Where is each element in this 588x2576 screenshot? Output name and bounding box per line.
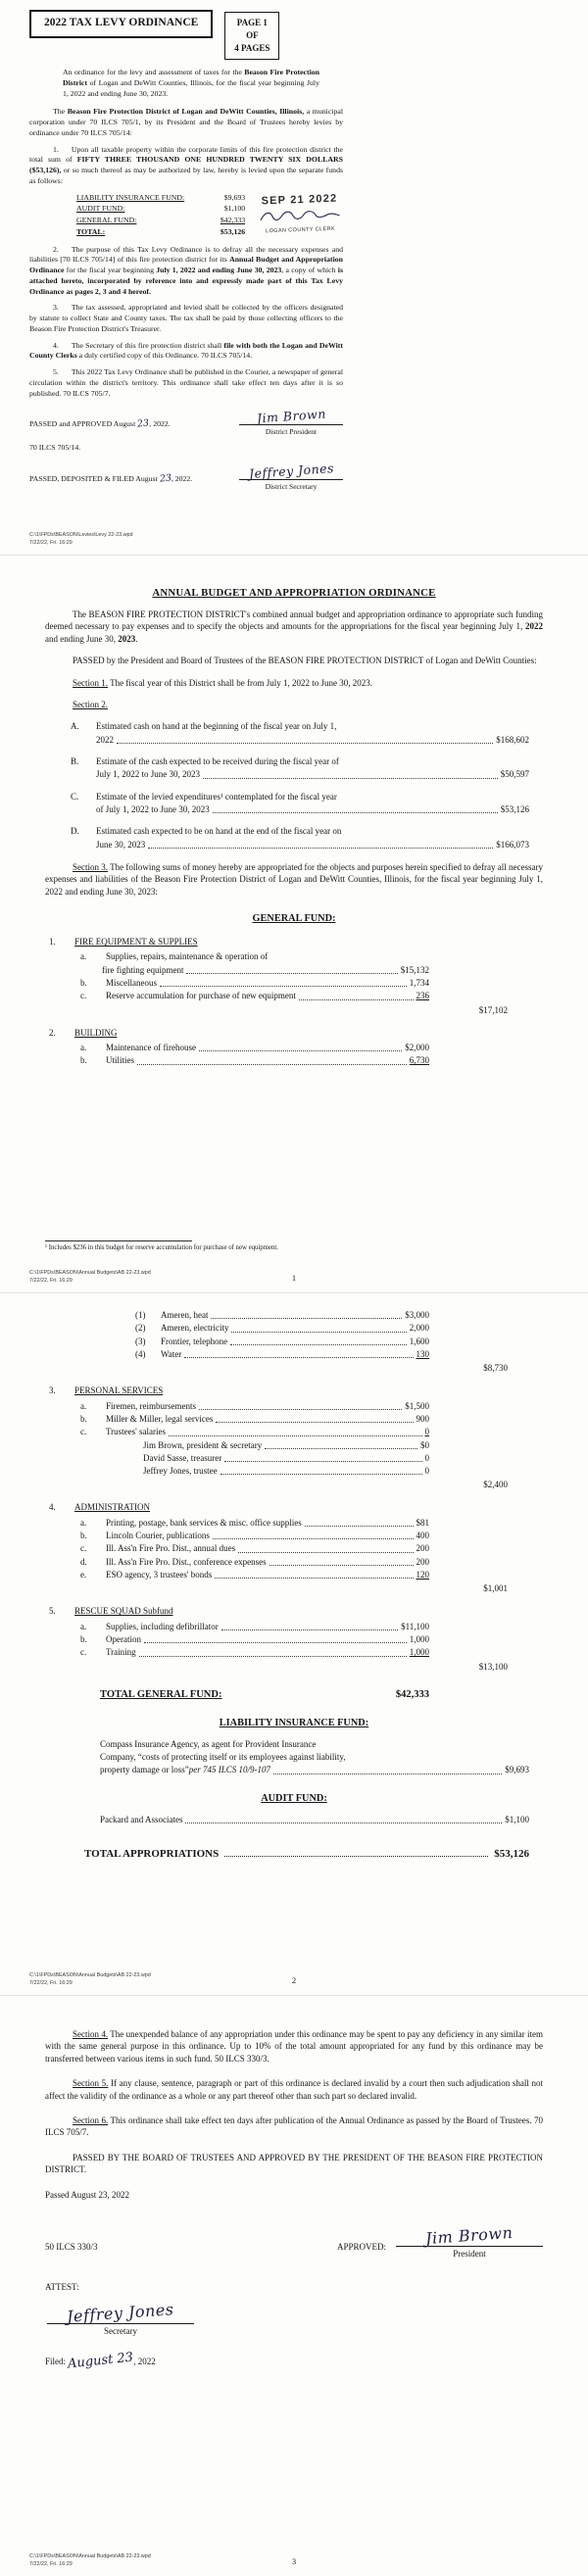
item-label: Maintenance of firehouse xyxy=(106,1043,196,1053)
text-run: , a copy of which xyxy=(281,266,338,275)
item-amount: 130 xyxy=(416,1348,429,1359)
total-amount: $53,126 xyxy=(494,1847,529,1860)
dot-leader xyxy=(224,1461,421,1462)
budget-group-fire-equipment xyxy=(45,936,543,1015)
item-label: Miscellaneous xyxy=(106,978,157,989)
budget-title-text: ANNUAL BUDGET AND APPROPRIATION ORDINANCE xyxy=(152,587,436,599)
dot-leader xyxy=(215,1578,413,1579)
item-amount: 0 xyxy=(424,1452,429,1463)
budget-group-building xyxy=(45,1027,543,1068)
text-run: This 2022 Tax Levy Ordinance shall be published in the Courier, a newspaper of general circulation within the district's territory. This ordinance shall take effect ten days after it is so published. 70 ILCS 705/7. xyxy=(29,367,343,398)
dot-leader xyxy=(160,986,407,987)
section-2-label xyxy=(45,699,543,710)
fund-amount: $42,333 xyxy=(220,216,246,225)
item-label: Printing, postage, bank services & misc. office supplies xyxy=(106,1517,302,1528)
total-label: TOTAL GENERAL FUND: xyxy=(100,1688,222,1700)
print-timestamp: 7/22/22, Fri. 16:29 xyxy=(29,1277,73,1284)
group-number: 4. xyxy=(49,1502,56,1513)
ordinance-item-4 xyxy=(29,341,343,363)
item-label: Ameren, heat xyxy=(161,1310,209,1320)
text-run: Filed: xyxy=(45,2357,69,2367)
handwritten-day: 23 xyxy=(136,417,150,430)
text-run: This ordinance shall take effect ten days after publication of the Annual Ordinance as passed by the Board of Trustees. 70 ILCS 705/7. xyxy=(45,2115,543,2138)
item-amount: $166,073 xyxy=(496,839,529,850)
badge-line: 4 PAGES xyxy=(234,43,270,54)
page1-header xyxy=(29,10,343,60)
text-run: Company, “costs of protecting itself or its employees against liability, xyxy=(100,1751,346,1762)
item-amount: 400 xyxy=(416,1531,429,1541)
president-signature: Jim Brown xyxy=(424,2222,514,2249)
group-subtotal: $17,102 xyxy=(478,1004,508,1015)
budget-group-rescue-squad xyxy=(45,1605,543,1671)
dot-leader xyxy=(213,1538,414,1539)
president-signature-label: District President xyxy=(265,427,318,437)
item-amount: $15,132 xyxy=(400,964,429,975)
group-subtotal: $13,100 xyxy=(478,1661,508,1672)
item-label: Operation xyxy=(106,1633,141,1644)
group-heading: RESCUE SQUAD Subfund xyxy=(74,1606,173,1617)
dot-leader xyxy=(216,1422,413,1423)
item-amount: 236 xyxy=(416,991,429,1001)
footnote-rule xyxy=(45,1240,192,1241)
intro-paragraph xyxy=(63,68,319,99)
text-run-bold: Beason Fire Protection District of Logan and DeWitt Counties, Illinois, xyxy=(67,107,305,117)
passed-by-trustees-paragraph: PASSED by the President and Board of Trustees of the BEASON FIRE PROTECTION DISTRICT of Logan and DeWitt Counties: xyxy=(73,656,537,666)
text-run: The Secretary of this fire protection district shall xyxy=(71,340,224,350)
dot-leader xyxy=(221,1629,398,1630)
secretary-signature-block xyxy=(239,462,343,492)
group-heading: ADMINISTRATION xyxy=(74,1502,150,1513)
text-run: , 2022. xyxy=(171,474,193,484)
item-letter: b. xyxy=(80,1531,87,1541)
text-run: PASSED, DEPOSITED & FILED August xyxy=(29,474,160,484)
preamble-paragraph xyxy=(29,107,343,138)
group-number: 3. xyxy=(49,1385,56,1396)
item-label: ESO agency, 3 trustees' bonds xyxy=(106,1570,213,1580)
item-letter: D. xyxy=(71,826,79,837)
secretary-signature: Jeffrey Jones xyxy=(66,2300,175,2326)
page-4-closing-sections xyxy=(0,1995,588,2576)
dot-leader xyxy=(270,1565,414,1566)
approved-label: APPROVED: xyxy=(336,2242,386,2253)
footnote-text: ¹ Includes $236 in this budget for reserve accumulation for purchase of new equipment. xyxy=(45,1244,278,1251)
item-label: Frontier, telephone xyxy=(161,1336,228,1346)
text-run: for the fiscal year beginning xyxy=(64,266,157,275)
dot-leader xyxy=(211,1318,402,1319)
page-number: 3 xyxy=(291,2556,297,2566)
badge-line: PAGE 1 xyxy=(236,18,268,27)
text-run: property damage or loss” xyxy=(100,1765,189,1775)
passed-approved-line xyxy=(29,417,171,430)
file-path: C:\1\FPDs\BEASON\Levies\Levy 22-23.wpd xyxy=(29,531,133,538)
item-label: Firemen, reimbursements xyxy=(106,1400,196,1411)
filed-line xyxy=(45,2350,543,2372)
county-clerk-filing-stamp xyxy=(258,191,341,235)
section-label: Section 5. xyxy=(73,2078,109,2089)
heading-text: AUDIT FUND: xyxy=(261,1792,327,1804)
item-amount: $168,602 xyxy=(496,734,529,745)
deposited-filed-line xyxy=(29,472,192,485)
attest-label: ATTEST: xyxy=(45,2282,79,2293)
ilcs-citation: 70 ILCS 705/14. xyxy=(29,443,81,453)
fund-name: LIABILITY INSURANCE FUND: xyxy=(76,192,185,202)
item-label: Supplies, repairs, maintenance & operation of xyxy=(106,951,269,962)
text-run: . xyxy=(135,633,138,644)
dot-leader xyxy=(231,1332,406,1333)
item-label: fire fighting equipment xyxy=(102,964,184,975)
ordinance-item-1 xyxy=(29,145,343,187)
page-number: 2 xyxy=(291,1975,297,1985)
item-label: Jim Brown, president & secretary xyxy=(143,1439,263,1450)
item-amount: $0 xyxy=(420,1439,429,1450)
text-run-bold: 2022 xyxy=(525,621,543,632)
file-path: C:\1\FPDs\BEASON\Annual Budgets\AB 22-23.wpd xyxy=(29,1971,151,1978)
passed-approved-row xyxy=(29,408,343,437)
handwritten-day: 23 xyxy=(159,472,172,485)
text-run: If any clause, sentence, paragraph or part of this ordinance is declared invalid by a court then such adjudication shall not affect the validity of the ordinance as a whole or any part thereof other than such part so declared invalid. xyxy=(45,2078,543,2101)
page-count-badge xyxy=(224,12,279,60)
print-timestamp: 7/22/22, Fri. 16:29 xyxy=(29,1979,73,1986)
page1-content xyxy=(29,10,343,492)
trustee-salary-sublist xyxy=(143,1439,429,1479)
item-label: Packard and Associates xyxy=(100,1814,183,1824)
print-timestamp: 7/22/22, Fri. 16:29 xyxy=(29,2560,73,2567)
text-run: An ordinance for the levy and assessment of taxes for the xyxy=(63,68,245,77)
text-run: The unexpended balance of any appropriation under this ordinance may be spent to pay any deficiency in any similar item with the same general purpose in this ordinance. Up to 10% of the total amount appropriated for any fund by this ordinance may be transferred between various items in such fund. 50 ILCS 330/3. xyxy=(45,2029,544,2064)
section-label: Section 3. xyxy=(73,861,108,872)
item-amount: 900 xyxy=(416,1413,429,1424)
dot-leader xyxy=(230,1344,407,1345)
heading-text: LIABILITY INSURANCE FUND: xyxy=(219,1717,369,1728)
section-label: Section 2. xyxy=(73,700,108,710)
ordinance-item-3 xyxy=(29,303,343,334)
text-run: a municipal corporation under 70 ILCS 705/1, by its President and the Board of Trustees hereby levies by ordinance under 70 ILCS 705/14: xyxy=(29,107,343,137)
text-run: The purpose of this Tax Levy Ordinance is to defray all the necessary expenses and liabilities [70 ILCS 705/14] of this fire protection district for its xyxy=(29,244,343,265)
dot-leader xyxy=(184,1357,413,1358)
text-run: Compass Insurance Agency, as agent for Provident Insurance xyxy=(100,1738,317,1749)
item-number: 2. xyxy=(53,244,59,254)
text-run: of Logan and DeWitt Counties, Illinois, for the fiscal year beginning July 1, 2022 and ending June 30, 2023. xyxy=(63,77,319,98)
item-label: Jeffrey Jones, trustee xyxy=(143,1466,218,1477)
ordinance-item-5 xyxy=(29,367,343,399)
president-signature-label: President xyxy=(453,2249,486,2260)
fund-amount: $53,126 xyxy=(220,226,246,236)
text-run: and ending June 30, xyxy=(45,633,119,644)
secretary-signature-block xyxy=(47,2300,194,2337)
dot-leader xyxy=(203,778,498,779)
item-label: June 30, 2023 xyxy=(96,839,146,850)
item-letter: b. xyxy=(80,978,87,989)
total-appropriations xyxy=(84,1848,529,1860)
audit-fund-heading xyxy=(45,1793,543,1804)
fund-amount: $1,100 xyxy=(223,204,246,214)
item-letter: b. xyxy=(80,1055,87,1066)
item-letter: d. xyxy=(80,1556,87,1567)
item-letter: a. xyxy=(80,1517,87,1528)
secretary-signature-label: District Secretary xyxy=(265,481,318,491)
page-3-budget-continued xyxy=(0,1292,588,1995)
budget-group-administration xyxy=(45,1501,543,1593)
item-amount: 6,730 xyxy=(409,1055,429,1066)
budget-title xyxy=(45,587,543,599)
levy-funds-table xyxy=(76,193,245,239)
text-run-bold: file with both the Logan and DeWitt County Clerks xyxy=(29,340,343,361)
item-label: Supplies, including defibrillator xyxy=(106,1621,219,1631)
footnote xyxy=(45,1240,543,1251)
ordinance-item-2 xyxy=(29,245,343,298)
section-5-paragraph xyxy=(45,2077,543,2102)
item-label: Estimated cash expected to be on hand at the end of the fiscal year on xyxy=(96,826,342,837)
page-number: 1 xyxy=(291,1273,297,1283)
text-run: Upon all taxable property within the corporate limits of this fire protection district the total sum of xyxy=(29,144,343,165)
levy-funds-section xyxy=(76,193,343,239)
item-letter: b. xyxy=(80,1413,87,1424)
item-letter: c. xyxy=(80,1427,87,1437)
stamp-date: SEP 21 2022 xyxy=(261,192,338,208)
dot-leader xyxy=(265,1448,417,1449)
text-run-bold: July 1, 2022 and ending June 30, 2023 xyxy=(156,266,282,275)
item-label: David Sasse, treasurer xyxy=(143,1452,222,1463)
president-signature-block xyxy=(396,2222,543,2260)
dot-leader xyxy=(169,1435,421,1436)
dot-leader xyxy=(199,1050,402,1051)
passed-by-board-paragraph: PASSED BY THE BOARD OF TRUSTEES AND APPROVED BY THE PRESIDENT OF THE BEASON FIRE PROTECTION DISTRICT. xyxy=(45,2152,543,2175)
item-label: Ill. Ass'n Fire Pro. Dist., annual dues xyxy=(106,1543,236,1554)
statute-citation: per 745 ILCS 10/9-107 xyxy=(188,1765,270,1775)
group-heading: BUILDING xyxy=(74,1027,118,1038)
item-letter: c. xyxy=(80,1647,87,1658)
item-amount: $1,100 xyxy=(505,1814,529,1824)
text-run: , 2022. xyxy=(149,419,171,429)
item-letter: a. xyxy=(80,1400,87,1411)
item-label: Reserve accumulation for purchase of new equipment xyxy=(106,991,296,1001)
item-label: Utilities xyxy=(106,1055,134,1066)
item-amount: 0 xyxy=(424,1427,429,1437)
general-fund-heading xyxy=(45,913,543,924)
item-letter: b. xyxy=(80,1633,87,1644)
liability-fund-heading xyxy=(45,1718,543,1728)
utilities-sublist xyxy=(135,1309,429,1361)
item-amount: $50,597 xyxy=(500,769,529,780)
fund-name: AUDIT FUND: xyxy=(76,204,125,214)
president-signature-block xyxy=(239,408,343,437)
text-run: The fiscal year of this District shall be from July 1, 2022 to June 30, 2023. xyxy=(108,677,373,688)
item-number: (4) xyxy=(135,1348,146,1359)
item-letter: A. xyxy=(71,721,79,732)
group-subtotal: $1,001 xyxy=(483,1583,508,1594)
dot-leader xyxy=(213,812,498,813)
deposited-filed-row xyxy=(29,462,343,492)
approved-signature-area xyxy=(336,2222,543,2260)
doc-title: 2022 TAX LEVY ORDINANCE xyxy=(44,17,199,28)
dot-leader xyxy=(144,1642,407,1643)
fund-total-row xyxy=(76,227,245,239)
group-heading: FIRE EQUIPMENT & SUPPLIES xyxy=(74,937,198,948)
item-letter: e. xyxy=(80,1570,87,1580)
section-1-paragraph xyxy=(45,677,543,689)
item-amount: $1,500 xyxy=(405,1400,429,1411)
text-run: a duly certified copy of this Ordinance. 70 ILCS 705/14. xyxy=(76,351,253,361)
heading-text: GENERAL FUND: xyxy=(252,913,336,925)
stamp-office: LOGAN COUNTY CLERK xyxy=(266,225,336,234)
item-amount: $3,000 xyxy=(405,1310,429,1320)
estimate-item xyxy=(71,791,529,817)
item-label: Lincoln Courier, publications xyxy=(106,1531,210,1541)
signature-line xyxy=(396,2246,543,2247)
group-number: 2. xyxy=(49,1027,56,1038)
audit-appropriation xyxy=(100,1814,529,1826)
item-label: Miller & Miller, legal services xyxy=(106,1413,214,1424)
group-subtotal: $8,730 xyxy=(483,1363,508,1374)
item-amount: 0 xyxy=(424,1466,429,1477)
passed-date-line: Passed August 23, 2022 xyxy=(45,2189,130,2200)
item-amount: 1,000 xyxy=(409,1633,429,1644)
total-general-fund xyxy=(100,1689,429,1700)
handwritten-date: August 23 xyxy=(67,2350,134,2372)
text-run-bold: 2023 xyxy=(118,633,136,644)
text-run: , 2022 xyxy=(133,2357,156,2367)
item-letter: a. xyxy=(80,951,87,962)
section-label: Section 6. xyxy=(73,2115,109,2126)
page-2-annual-budget xyxy=(0,555,588,1292)
text-run: The following sums of money hereby are appropriated for the objects and purposes herein specified to defray all necessary expenses and liabilities of the Beason Fire Protection District of Logan and DeWitt Counties, Illinois, for the fiscal year beginning July 1, 2022 and ending June 30, 2023: xyxy=(45,861,543,897)
dot-leader xyxy=(139,1656,407,1657)
dot-leader xyxy=(299,999,414,1000)
item-amount: 2,000 xyxy=(409,1323,429,1334)
item-letter: B. xyxy=(71,756,79,767)
section-label: Section 1. xyxy=(73,677,108,688)
file-path: C:\1\FPDs\BEASON\Annual Budgets\AB 22-23.wpd xyxy=(29,2552,151,2559)
file-path: C:\1\FPDs\BEASON\Annual Budgets\AB 22-23.wpd xyxy=(29,1269,151,1276)
dot-leader xyxy=(148,848,493,849)
total-amount: $42,333 xyxy=(395,1688,429,1700)
dot-leader xyxy=(220,1474,422,1475)
dot-leader xyxy=(186,973,397,974)
budget-intro-paragraph xyxy=(45,608,543,645)
item-number: 1. xyxy=(53,144,59,154)
estimate-item xyxy=(71,720,529,747)
item-letter: a. xyxy=(80,1621,87,1631)
item-amount: $53,126 xyxy=(500,804,529,814)
item-label: 2022 xyxy=(96,734,114,745)
item-number: 3. xyxy=(53,303,59,313)
president-signature: Jim Brown xyxy=(256,406,326,426)
item-amount: $11,100 xyxy=(401,1621,429,1631)
dot-leader xyxy=(224,1856,488,1857)
dot-leader xyxy=(117,743,493,744)
item-label: Trustees' salaries xyxy=(106,1427,167,1437)
text-run-bold: Annual Budget and Appropriation Ordinance xyxy=(29,255,343,275)
item-label: Training xyxy=(106,1647,136,1658)
group-heading: PERSONAL SERVICES xyxy=(74,1385,164,1396)
item-amount: 1,000 xyxy=(409,1647,429,1658)
group-number: 5. xyxy=(49,1606,56,1617)
total-label: TOTAL APPROPRIATIONS xyxy=(84,1847,220,1860)
item-amount: 1,734 xyxy=(409,978,429,989)
text-run: The tax assessed, appropriated and levied shall be collected by the officers designated by statute to collect State and County taxes. The tax shall be paid by those collecting officers to the Beason Fire Protection District's Treasurer. xyxy=(29,303,343,333)
item-letter: C. xyxy=(71,791,79,802)
title-box xyxy=(29,10,213,38)
secretary-signature-label: Secretary xyxy=(104,2326,137,2337)
text-run-bold: is attached hereto, incorporated by reference into and expressly made part of this Tax Levy Ordinance as pages 2, 3 and 4 hereof. xyxy=(29,266,343,296)
item-amount: $9,693 xyxy=(505,1765,529,1775)
text-run-bold: Beason Fire Protection District xyxy=(63,68,319,87)
item-amount: $2,000 xyxy=(405,1043,429,1053)
fund-name: GENERAL FUND: xyxy=(76,216,137,225)
item-amount: 120 xyxy=(416,1570,429,1580)
item-amount: 1,600 xyxy=(409,1336,429,1346)
item-label: Estimate of the cash expected to be received during the fiscal year of xyxy=(96,756,339,767)
item-number: (2) xyxy=(135,1323,146,1334)
fund-name: TOTAL: xyxy=(76,226,106,236)
item-number: (3) xyxy=(135,1336,146,1346)
item-label: of July 1, 2022 to June 30, 2023 xyxy=(96,804,210,814)
ilcs-citation: 50 ILCS 330/3 xyxy=(45,2242,98,2253)
text-run: The BEASON FIRE PROTECTION DISTRICT's combined annual budget and appropriation ordinance to appropriate such funding deemed necessary to pay expenses and to specify the objects and amounts for the appropriations for the fiscal year beginning July 1, xyxy=(45,609,543,632)
section-4-paragraph xyxy=(45,2028,543,2065)
item-amount: 200 xyxy=(416,1543,429,1554)
item-amount: $81 xyxy=(416,1517,429,1528)
secretary-signature: Jeffrey Jones xyxy=(248,461,334,482)
page-1-tax-levy-ordinance xyxy=(0,0,588,555)
item-number: 4. xyxy=(53,340,59,350)
fund-row xyxy=(76,193,245,205)
section-3-paragraph xyxy=(45,861,543,898)
dot-leader xyxy=(238,1552,413,1553)
print-timestamp: 7/22/22, Fri. 16:29 xyxy=(29,539,73,546)
dot-leader xyxy=(199,1409,402,1410)
liability-appropriation xyxy=(100,1738,529,1777)
fund-row xyxy=(76,204,245,216)
section-label: Section 4. xyxy=(73,2029,109,2039)
item-letter: a. xyxy=(80,1043,87,1053)
badge-line: OF xyxy=(246,30,259,41)
text-run: The xyxy=(53,107,68,117)
text-run: PASSED and APPROVED August xyxy=(29,419,138,429)
section-6-paragraph xyxy=(45,2114,543,2139)
approval-row xyxy=(45,2222,543,2260)
text-run-bold: FIFTY THREE THOUSAND ONE HUNDRED TWENTY SIX DOLLARS ($53,126), xyxy=(29,155,343,175)
estimate-item xyxy=(71,755,529,782)
dot-leader xyxy=(305,1526,414,1527)
text-run: or so much thereof as may be authorized by law, hereby is levied upon the separate funds as follows: xyxy=(29,166,343,185)
item-label: Ill. Ass'n Fire Pro. Dist., conference expenses xyxy=(106,1556,267,1567)
budget-group-personal-services xyxy=(45,1385,543,1489)
item-letter: c. xyxy=(80,1543,87,1554)
estimate-item xyxy=(71,825,529,851)
group-number: 1. xyxy=(49,937,56,948)
item-number: (1) xyxy=(135,1310,146,1320)
dot-leader xyxy=(137,1064,407,1065)
item-label: Estimate of the levied expenditures¹ contemplated for the fiscal year xyxy=(96,791,337,802)
item-label: Ameren, electricity xyxy=(161,1323,229,1334)
item-label: July 1, 2022 to June 30, 2023 xyxy=(96,769,201,780)
item-number: 5. xyxy=(53,367,59,377)
fund-row xyxy=(76,216,245,227)
page-footer xyxy=(29,531,132,547)
item-amount: 200 xyxy=(416,1556,429,1567)
clerk-signature-icon xyxy=(259,206,342,224)
fund-amount: $9,693 xyxy=(223,192,246,202)
item-label: Estimated cash on hand at the beginning of the fiscal year on July 1, xyxy=(96,721,337,732)
item-label: Water xyxy=(161,1348,182,1359)
group-subtotal: $2,400 xyxy=(483,1480,508,1490)
item-letter: c. xyxy=(80,991,87,1001)
